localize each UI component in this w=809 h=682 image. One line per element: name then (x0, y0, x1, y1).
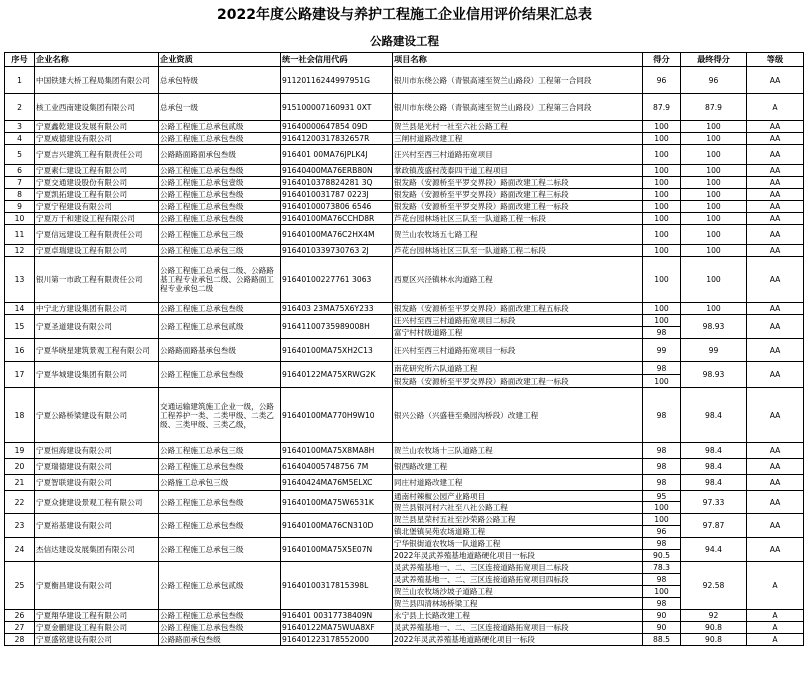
project-name: 2022年灵武养殖基地道路硬化项目一标段 (393, 634, 643, 646)
table-row (5, 475, 804, 491)
table-row (5, 388, 804, 443)
project-name: 贺兰山农牧场沙坡子道路工程 (393, 586, 643, 598)
company-name: 宁夏万千和建设工程有限公司 (35, 213, 159, 225)
company-qualification: 交通运输建筑施工企业一级，公路工程养护一类、二类甲级、二类乙级、三类甲级、三类乙级， (159, 388, 281, 443)
project-name: 汪兴村至西三村道路拓宽项目二标段 (393, 315, 643, 327)
project-name: 银川市东绕公路（青银高速至贺兰山路段）工程第三合同段 (393, 94, 643, 121)
project-name: 银发路（安源桥至平罗交界段）路面改建工程一标段 (393, 201, 643, 213)
project-score: 100 (643, 177, 681, 189)
credit-grade: AA (747, 339, 804, 362)
company-qualification: 公路工程施工总承包叁级 (159, 459, 281, 475)
row-number: 14 (5, 303, 35, 315)
header-qualification: 企业资质 (159, 53, 281, 67)
project-name: 贺兰县银河村六社至八社公路工程 (393, 502, 643, 514)
final-score: 98.4 (681, 388, 747, 443)
credit-grade: A (747, 622, 804, 634)
company-qualification: 公路工程施工总承包三级 (159, 245, 281, 257)
credit-code: 9164010031787 0223J (281, 189, 393, 201)
credit-grade: AA (747, 121, 804, 133)
company-qualification: 总承包特级 (159, 67, 281, 94)
row-number: 25 (5, 562, 35, 610)
table-row (5, 634, 804, 646)
table-row (5, 362, 804, 375)
project-name: 贺兰山农牧场五七路工程 (393, 225, 643, 245)
credit-code: 91640100MA75X5E07N (281, 538, 393, 562)
company-qualification: 公路路面承包叁级 (159, 634, 281, 646)
credit-code: 916401 00317738409N (281, 610, 393, 622)
project-name: 贺兰县四清林场桥梁工程 (393, 598, 643, 610)
final-score: 94.4 (681, 538, 747, 562)
project-score: 90 (643, 610, 681, 622)
company-qualification: 公路工程施工总承包贰级 (159, 121, 281, 133)
project-score: 98 (643, 574, 681, 586)
credit-grade: AA (747, 491, 804, 514)
project-name: 银发路（安源桥至平罗交界段）路面改建工程一标段 (393, 375, 643, 388)
row-number: 11 (5, 225, 35, 245)
project-name: 贺兰县是光村一社至六社公路工程 (393, 121, 643, 133)
row-number: 5 (5, 145, 35, 165)
company-name: 宁夏众捷建设景观工程有限公司 (35, 491, 159, 514)
credit-grade: AA (747, 177, 804, 189)
row-number: 26 (5, 610, 35, 622)
final-score: 100 (681, 121, 747, 133)
credit-code: 91640100MA75W6531K (281, 491, 393, 514)
row-number: 7 (5, 177, 35, 189)
credit-code: 91640122MA75XRWG2K (281, 362, 393, 388)
credit-grade: AA (747, 133, 804, 145)
company-name: 宁夏衡昌建设有限公司 (35, 562, 159, 610)
credit-grade: AA (747, 245, 804, 257)
company-qualification: 公路工程施工总承包三级 (159, 225, 281, 245)
row-number: 20 (5, 459, 35, 475)
credit-code: 916401223178552000 (281, 634, 393, 646)
company-name: 宁夏威德建设有限公司 (35, 133, 159, 145)
project-score: 100 (643, 315, 681, 327)
final-score: 100 (681, 213, 747, 225)
row-number: 6 (5, 165, 35, 177)
project-name: 富宁村村级道路工程 (393, 327, 643, 339)
company-name: 宁夏鑫乾建设发展有限公司 (35, 121, 159, 133)
table-row (5, 562, 804, 574)
table-row (5, 443, 804, 459)
project-name: 通南村辣椒公园产业路项目 (393, 491, 643, 502)
credit-grade: AA (747, 67, 804, 94)
credit-grade: A (747, 610, 804, 622)
credit-code: 91641100735989008H (281, 315, 393, 339)
table-row (5, 491, 804, 502)
header-row (5, 53, 804, 67)
project-score: 95 (643, 491, 681, 502)
credit-grade: A (747, 562, 804, 610)
credit-grade: AA (747, 303, 804, 315)
header-credit-code: 统一社会信用代码 (281, 53, 393, 67)
table-row (5, 303, 804, 315)
final-score: 99 (681, 339, 747, 362)
project-score: 100 (643, 189, 681, 201)
credit-grade: AA (747, 225, 804, 245)
final-score: 98.93 (681, 315, 747, 339)
project-name: 宁华银街道农牧场一队道路工程 (393, 538, 643, 550)
table-row (5, 225, 804, 245)
table-row (5, 257, 804, 303)
project-name: 银发路（安源桥至平罗交界段）路面改建工程五标段 (393, 303, 643, 315)
project-name: 银发路（安源桥至平罗交界段）路面改建工程三标段 (393, 189, 643, 201)
table-subtitle: 公路建设工程 (370, 34, 439, 48)
table-row (5, 189, 804, 201)
company-qualification: 公路路面路基承包叁级 (159, 339, 281, 362)
project-score: 78.3 (643, 562, 681, 574)
row-number: 18 (5, 388, 35, 443)
project-score: 96 (643, 526, 681, 538)
table-row (5, 459, 804, 475)
company-name: 宁夏凯拓建设工程有限公司 (35, 189, 159, 201)
company-name: 宁夏信远建设工程有限责任公司 (35, 225, 159, 245)
company-name: 宁夏瑞德建设有限公司 (35, 459, 159, 475)
company-name: 宁夏裕基建设有限公司 (35, 514, 159, 538)
credit-code: 915100007160931 0XT (281, 94, 393, 121)
final-score: 100 (681, 145, 747, 165)
row-number: 12 (5, 245, 35, 257)
project-name: 三闸村道路改建工程 (393, 133, 643, 145)
project-name: 永宁县上长路改建工程 (393, 610, 643, 622)
header-company: 企业名称 (35, 53, 159, 67)
credit-grade: AA (747, 165, 804, 177)
credit-grade: AA (747, 443, 804, 459)
credit-grade: A (747, 94, 804, 121)
final-score: 87.9 (681, 94, 747, 121)
row-number: 17 (5, 362, 35, 388)
project-name: 银发路（安源桥至平罗交界段）路面改建工程二标段 (393, 177, 643, 189)
credit-code: 91640424MA76M5ELXC (281, 475, 393, 491)
company-qualification: 公路工程施工总承包三级 (159, 538, 281, 562)
company-name: 宁夏盛铭建设有限公司 (35, 634, 159, 646)
project-name: 贺兰县星荣村五社至沙荣路公路工程 (393, 514, 643, 526)
header-final-score: 最终得分 (681, 53, 747, 67)
company-name: 宁夏素仁建设工程有限公司 (35, 165, 159, 177)
table-row (5, 145, 804, 165)
company-name: 宁夏智联建设有限公司 (35, 475, 159, 491)
final-score: 92 (681, 610, 747, 622)
credit-code: 91641200317832657R (281, 133, 393, 145)
project-score: 100 (643, 225, 681, 245)
credit-code: 616404005748756 7M (281, 459, 393, 475)
credit-code: 9164010378824281 3Q (281, 177, 393, 189)
project-name: 贺兰山农牧场十三队道路工程 (393, 443, 643, 459)
project-name: 汪兴村至西三村道路拓宽项目 (393, 145, 643, 165)
project-score: 100 (643, 586, 681, 598)
credit-code: 91640100MA76CN310D (281, 514, 393, 538)
company-qualification: 公路工程施工总承包叁级 (159, 514, 281, 538)
project-score: 100 (643, 514, 681, 526)
company-qualification: 公路工程施工总承包叁级 (159, 622, 281, 634)
company-name: 宁夏翔华建设工程有限公司 (35, 610, 159, 622)
final-score: 100 (681, 177, 747, 189)
row-number: 23 (5, 514, 35, 538)
project-name: 银西路改建工程 (393, 459, 643, 475)
company-name: 宁夏圣道建设有限公司 (35, 315, 159, 339)
table-row (5, 201, 804, 213)
company-name: 宁夏宁程建设有限公司 (35, 201, 159, 213)
project-name: 同庄村道路改建工程 (393, 475, 643, 491)
company-qualification: 公路工程施工总承包叁级 (159, 610, 281, 622)
row-number: 27 (5, 622, 35, 634)
company-qualification: 公路工程施工总承包二级、公路路基工程专业承包二级、公路路面工程专业承包二级 (159, 257, 281, 303)
final-score: 97.33 (681, 491, 747, 514)
final-score: 96 (681, 67, 747, 94)
row-number: 16 (5, 339, 35, 362)
company-qualification: 公路施工总承包三级 (159, 475, 281, 491)
final-score: 100 (681, 133, 747, 145)
company-qualification: 公路工程施工总承包叁级 (159, 303, 281, 315)
credit-grade: AA (747, 388, 804, 443)
table-row (5, 165, 804, 177)
company-name: 宁夏华城建设集团有限公司 (35, 362, 159, 388)
project-name: 芦花台园林场社区三队至一队道路工程二标段 (393, 245, 643, 257)
project-score: 98 (643, 443, 681, 459)
final-score: 100 (681, 245, 747, 257)
final-score: 90.8 (681, 634, 747, 646)
company-qualification: 公路工程施工总承包叁级 (159, 491, 281, 514)
company-qualification: 公路工程施工总承包叁级 (159, 362, 281, 388)
table-row (5, 315, 804, 327)
page-title: 2022年度公路建设与养护工程施工企业信用评价结果汇总表 (217, 7, 592, 23)
project-name: 芦花台园林场社区三队至一队道路工程一标段 (393, 213, 643, 225)
project-score: 100 (643, 201, 681, 213)
table-row (5, 538, 804, 550)
project-score: 100 (643, 165, 681, 177)
row-number: 13 (5, 257, 35, 303)
project-name: 2022年灵武养殖基地道路硬化项目一标段 (393, 550, 643, 562)
credit-grade: AA (747, 514, 804, 538)
table-row (5, 133, 804, 145)
company-name: 核工业西南建设集团有限公司 (35, 94, 159, 121)
project-score: 100 (643, 213, 681, 225)
row-number: 28 (5, 634, 35, 646)
table-row (5, 121, 804, 133)
table-row (5, 514, 804, 526)
header-grade: 等级 (747, 53, 804, 67)
company-name: 宁夏金鹏建设工程有限公司 (35, 622, 159, 634)
project-name: 灵武养殖基地一、二、三区连接道路拓宽项目二标段 (393, 562, 643, 574)
project-name: 灵武养殖基地一、二、三区连接道路拓宽项目四标段 (393, 574, 643, 586)
final-score: 98.4 (681, 475, 747, 491)
credit-grade: AA (747, 475, 804, 491)
row-number: 9 (5, 201, 35, 213)
project-score: 99 (643, 339, 681, 362)
project-name: 汪兴村至西三村道路拓宽项目一标段 (393, 339, 643, 362)
table-row (5, 610, 804, 622)
project-score: 88.5 (643, 634, 681, 646)
company-name: 宁夏交通建设股份有限公司 (35, 177, 159, 189)
credit-grade: AA (747, 362, 804, 388)
company-qualification: 公路工程施工总承包叁级 (159, 165, 281, 177)
project-score: 98 (643, 475, 681, 491)
header-no: 序号 (5, 53, 35, 67)
company-qualification: 公路工程施工总承包叁级 (159, 201, 281, 213)
project-score: 98 (643, 598, 681, 610)
project-score: 100 (643, 133, 681, 145)
row-number: 10 (5, 213, 35, 225)
final-score: 100 (681, 189, 747, 201)
project-score: 100 (643, 303, 681, 315)
row-number: 22 (5, 491, 35, 514)
project-score: 100 (643, 502, 681, 514)
project-score: 98 (643, 388, 681, 443)
row-number: 2 (5, 94, 35, 121)
credit-grade: AA (747, 201, 804, 213)
company-name: 宁夏华晓星建筑景观工程有限公司 (35, 339, 159, 362)
final-score: 97.87 (681, 514, 747, 538)
company-qualification: 公路工程施工总承包叁级 (159, 189, 281, 201)
credit-grade: AA (747, 213, 804, 225)
credit-code: 91640122MA75WUA8XF (281, 622, 393, 634)
header-project: 项目名称 (393, 53, 643, 67)
company-qualification: 公路工程施工总承包叁级 (159, 213, 281, 225)
table-body (5, 67, 804, 646)
company-qualification: 公路路面路面承包叁级 (159, 145, 281, 165)
credit-code: 91640000647854 09D (281, 121, 393, 133)
credit-code: 91120116244997951G (281, 67, 393, 94)
credit-code: 91640100227761 3063 (281, 257, 393, 303)
final-score: 100 (681, 165, 747, 177)
project-score: 98 (643, 538, 681, 550)
final-score: 98.93 (681, 362, 747, 388)
company-qualification: 公路工程施工总承包贰级 (159, 562, 281, 610)
credit-code: 91640100MA75X8MA8H (281, 443, 393, 459)
credit-grade: AA (747, 459, 804, 475)
company-qualification: 公路工程施工总承包贰级 (159, 315, 281, 339)
project-name: 灵武养殖基地一、二、三区连接道路拓宽项目一标段 (393, 622, 643, 634)
project-score: 100 (643, 121, 681, 133)
row-number: 19 (5, 443, 35, 459)
company-name: 中宁北方建设集团有限公司 (35, 303, 159, 315)
project-score: 100 (643, 375, 681, 388)
credit-code: 91640400MA76ERB80N (281, 165, 393, 177)
final-score: 100 (681, 225, 747, 245)
table-row (5, 622, 804, 634)
row-number: 15 (5, 315, 35, 339)
project-score: 98 (643, 362, 681, 375)
company-name: 中国铁建大桥工程局集团有限公司 (35, 67, 159, 94)
company-qualification: 公路工程施工总承包壹级 (159, 177, 281, 189)
table-row (5, 177, 804, 189)
row-number: 3 (5, 121, 35, 133)
table-row (5, 94, 804, 121)
project-score: 96 (643, 67, 681, 94)
credit-grade: AA (747, 315, 804, 339)
company-qualification: 公路工程施工总承包三级 (159, 443, 281, 459)
project-score: 98 (643, 459, 681, 475)
final-score: 98.4 (681, 459, 747, 475)
project-score: 100 (643, 245, 681, 257)
final-score: 100 (681, 201, 747, 213)
company-name: 杰信达建设发展集团有限公司 (35, 538, 159, 562)
credit-code: 91640100MA76CCHD8R (281, 213, 393, 225)
project-score: 100 (643, 257, 681, 303)
project-name: 南花研究所六队道路工程 (393, 362, 643, 375)
final-score: 98.4 (681, 443, 747, 459)
project-score: 100 (643, 145, 681, 165)
credit-grade: AA (747, 145, 804, 165)
company-qualification: 总承包一级 (159, 94, 281, 121)
credit-grade: A (747, 634, 804, 646)
credit-code: 916403 23MA75X6Y233 (281, 303, 393, 315)
credit-code: 916401 00MA76JPLK4J (281, 145, 393, 165)
results-table (4, 52, 804, 646)
company-qualification: 公路工程施工总承包叁级 (159, 133, 281, 145)
row-number: 21 (5, 475, 35, 491)
credit-code: 91640100317815398L (281, 562, 393, 610)
project-score: 90.5 (643, 550, 681, 562)
table-row (5, 339, 804, 362)
credit-grade: AA (747, 538, 804, 562)
project-score: 90 (643, 622, 681, 634)
project-name: 镇北堡镇吴苑农场道路工程 (393, 526, 643, 538)
table-row (5, 67, 804, 94)
final-score: 100 (681, 303, 747, 315)
company-name: 宁夏恒海建设有限公司 (35, 443, 159, 459)
project-name: 银川市东绕公路（青银高速至贺兰山路段）工程第一合同段 (393, 67, 643, 94)
company-name: 宁夏吉兴建筑工程有限责任公司 (35, 145, 159, 165)
credit-code: 91640100MA76C2HX4M (281, 225, 393, 245)
row-number: 1 (5, 67, 35, 94)
project-score: 87.9 (643, 94, 681, 121)
header-score: 得分 (643, 53, 681, 67)
credit-code: 91640100MA770H9W10 (281, 388, 393, 443)
table-row (5, 245, 804, 257)
final-score: 92.58 (681, 562, 747, 610)
credit-code: 91640100MA75XH2C13 (281, 339, 393, 362)
row-number: 24 (5, 538, 35, 562)
credit-grade: AA (747, 257, 804, 303)
project-name: 西夏区兴泾镇林水沟道路工程 (393, 257, 643, 303)
project-score: 98 (643, 327, 681, 339)
company-name: 宁夏公路桥梁建设有限公司 (35, 388, 159, 443)
table-row (5, 213, 804, 225)
credit-code: 91640100073806 6546 (281, 201, 393, 213)
project-name: 银兴公路（兴盛巷至桑园沟桥段）改建工程 (393, 388, 643, 443)
final-score: 100 (681, 257, 747, 303)
company-name: 银川第一市政工程有限责任公司 (35, 257, 159, 303)
credit-grade: AA (747, 189, 804, 201)
row-number: 8 (5, 189, 35, 201)
project-name: 掌政镇茂盛村茂泰四干道工程项目 (393, 165, 643, 177)
row-number: 4 (5, 133, 35, 145)
credit-code: 9164010339730763 2J (281, 245, 393, 257)
final-score: 90.8 (681, 622, 747, 634)
company-name: 宁夏卓瑞建设工程有限公司 (35, 245, 159, 257)
